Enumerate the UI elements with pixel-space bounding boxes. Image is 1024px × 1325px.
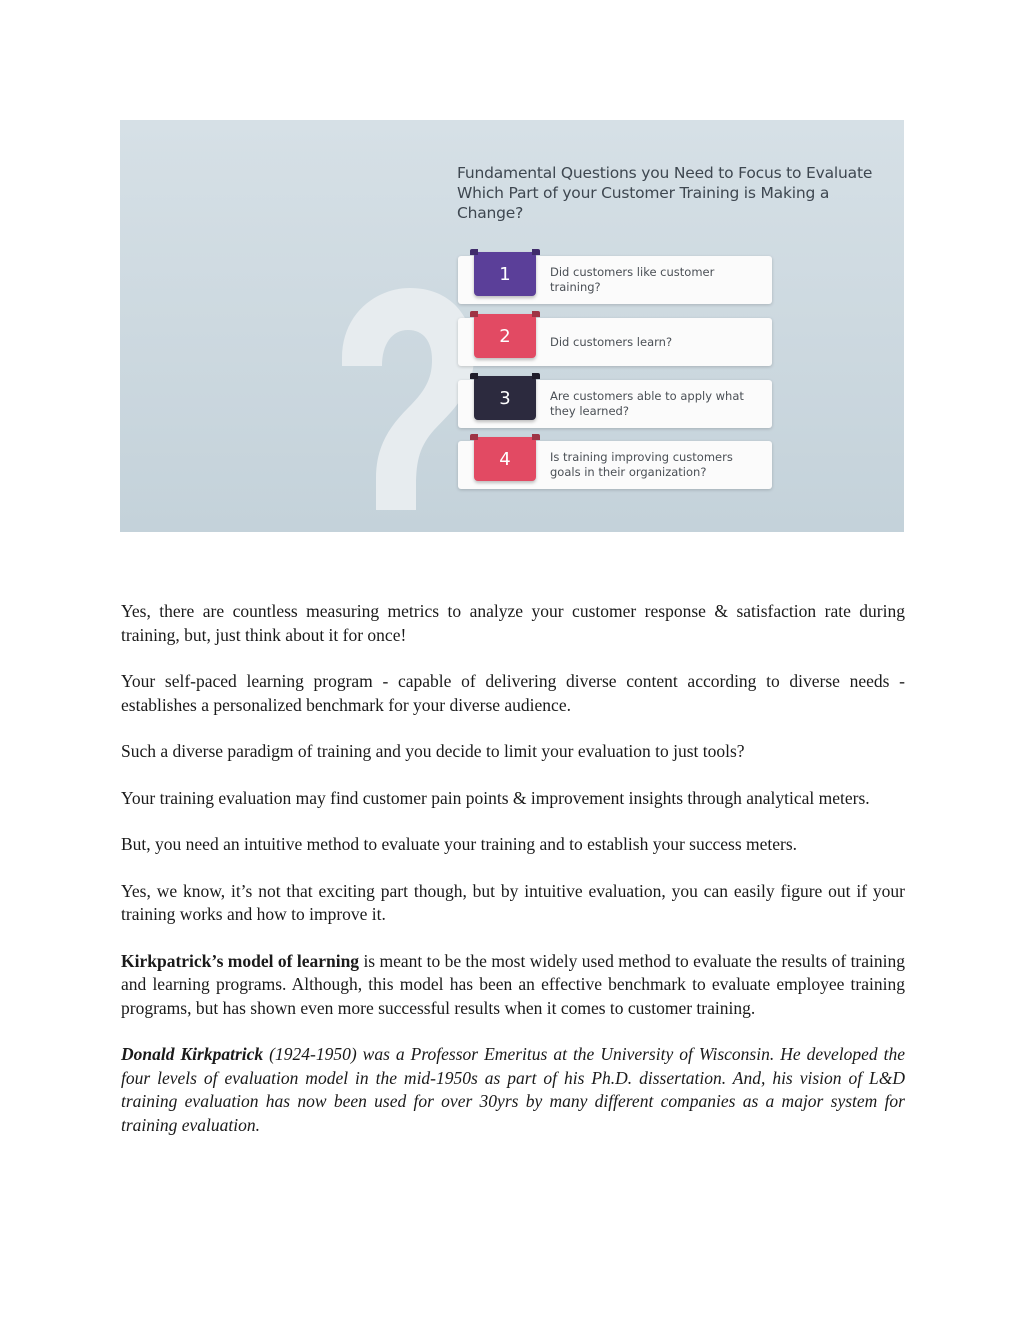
question-text-2: Did customers learn? (550, 334, 673, 349)
paragraph-8-rest: (1924-1950) was a Professor Emeritus at the University of Wisconsin. He developed the four levels of evaluation model in the mid-1950s as part of his Ph.D. dissertation. And, his vision of L&D training evaluation has now been used for over 30yrs by many different companies as a major system for training evaluation. (121, 1044, 905, 1135)
question-card-3 (458, 380, 772, 428)
body-text (121, 600, 905, 1160)
paragraph-8 (121, 1043, 905, 1137)
banner-image (120, 120, 904, 532)
paragraph-7-rest: is meant to be the most widely used method to evaluate the results of training and learning programs. Although, this model has been an effective benchmark to evaluate employee training programs, but has shown even more successful results when it comes to customer training. (121, 950, 905, 1018)
kirkpatrick-model-term: Kirkpatrick’s model of learning (121, 950, 360, 971)
question-text-4: Is training improving customers goals in their organization? (550, 450, 733, 479)
paragraph-5: But, you need an intuitive method to evaluate your training and to establish your success meters. (121, 834, 798, 854)
question-badge-4: 4 (474, 437, 536, 481)
paragraph-7 (121, 950, 905, 1021)
question-badge-3: 3 (474, 376, 536, 420)
question-card-4 (458, 441, 772, 489)
paragraph-4: Your training evaluation may find customer pain points & improvement insights through analytical meters. (121, 787, 870, 808)
paragraph-2: Your self-paced learning program - capable of delivering diverse content according to diverse needs - establishes a personalized benchmark for your diverse audience. (121, 671, 905, 715)
paragraph-1: Yes, there are countless measuring metrics to analyze your customer response & satisfaction rate during training, but, just think about it for once! (121, 601, 905, 645)
donald-kirkpatrick-name: Donald Kirkpatrick (121, 1044, 264, 1064)
question-card-2 (458, 318, 772, 366)
question-badge-2: 2 (474, 314, 536, 358)
question-text-1: Did customers like customer training? (550, 265, 715, 294)
paragraph-6: Yes, we know, it’s not that exciting part though, but by intuitive evaluation, you can easily figure out if your training works and how to improve it. (121, 880, 905, 924)
paragraph-3: Such a diverse paradigm of training and you decide to limit your evaluation to just tools? (121, 741, 745, 761)
banner-title: Fundamental Questions you Need to Focus to Evaluate Which Part of your Customer Training is Making a Change? (457, 164, 873, 222)
question-text-3: Are customers able to apply what they learned? (550, 389, 744, 418)
question-card-1 (458, 256, 772, 304)
question-badge-1: 1 (474, 252, 536, 296)
